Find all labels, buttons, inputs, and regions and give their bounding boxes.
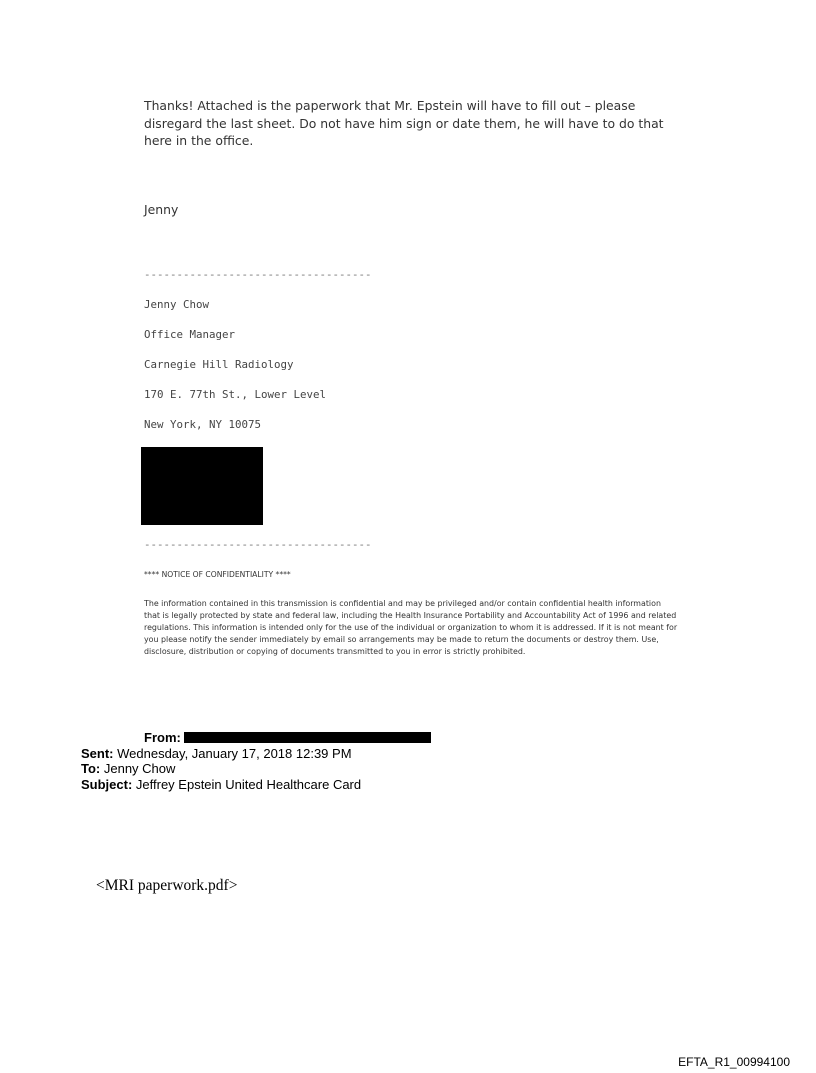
to-row [81,761,431,777]
document-id: EFTA_R1_00994100 [678,1055,790,1069]
signature-company: Carnegie Hill Radiology [144,358,294,371]
to-label: To: [81,761,104,776]
signature-address-line1: 170 E. 77th St., Lower Level [144,388,327,401]
signature-rule-top: ----------------------------------- [144,268,372,281]
sent-value: Wednesday, January 17, 2018 12:39 PM [117,745,352,761]
attachment-reference: <MRI paperwork.pdf> [96,877,238,894]
from-row [81,730,431,746]
confidentiality-body: The information contained in this transmission is confidential and may be privileged and/or contain confidential health information that is legally protected by state and federal law, including the Health Insurance Portability and Accountability Act of 1996 and related regulations. This information is intended only for the use of the individual or organization to whom it is addressed. If it is not meant for you please notify the sender immediately by email so arrangements may be made to return the documents or destroy them. Use, disclosure, distribution or copying of documents transmitted to you in error is strictly prohibited. [144,599,678,656]
sent-label: Sent: [81,745,118,761]
signature-rule-bottom: ----------------------------------- [144,538,372,551]
email-header [81,730,431,792]
confidentiality-title: **** NOTICE OF CONFIDENTIALITY **** [144,570,291,579]
from-redaction [184,732,431,743]
from-label: From: [144,730,185,745]
subject-label: Subject: [81,776,136,792]
to-value: Jenny Chow [103,761,176,776]
signature-title: Office Manager [144,328,236,341]
subject-value: Jeffrey Epstein United Healthcare Card [135,776,362,792]
signature-address-line2: New York, NY 10075 [144,418,262,431]
redaction-block [141,447,263,525]
signature-name: Jenny Chow [144,298,210,311]
message-body: Thanks! Attached is the paperwork that Mr. Epstein will have to fill out – please disregard the last sheet. Do not have him sign or date them, he will have to do that here in the office. [144,98,664,148]
subject-row [81,777,431,793]
sent-row [81,746,431,762]
message-signoff: Jenny [144,202,179,217]
